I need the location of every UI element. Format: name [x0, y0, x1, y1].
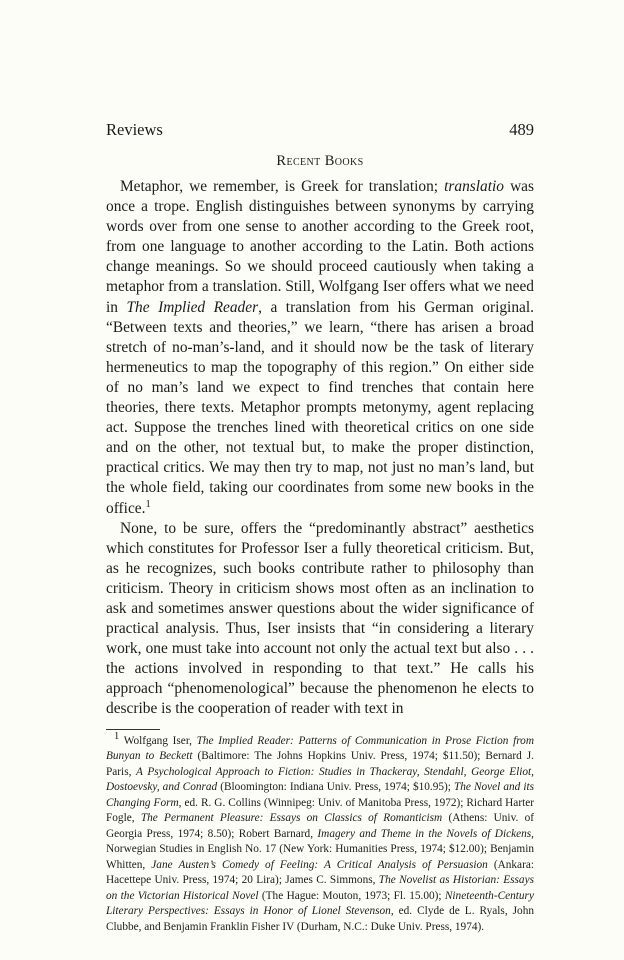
footnote-marker: 1: [114, 730, 120, 742]
running-head: [106, 120, 534, 140]
text-run: was once a trope. English distinguishes between synonyms by carrying words over from one sense to another according to the Greek root, from one language to another according to the Latin. Both actions change meanings. So we should proceed cautiously when taking a metaphor from a translation. Still, Wolfgang Iser offers what we need in: [106, 178, 534, 316]
footnote-rule: [106, 729, 160, 730]
text-run: Metaphor, we remember, is Greek for translation;: [120, 178, 445, 195]
text-run: , ed. Clyde de L. Ryals, John Clubbe, and Benjamin Franklin Fisher IV (Durham, N.C.: Duke Univ. Press, 1974).: [106, 905, 534, 933]
text-run: (Ankara: Hacettepe Univ. Press, 1974; 20 Lira); James C. Simmons,: [106, 858, 534, 887]
italic-title: Imagery and Theme in the Novels of Dickens: [317, 827, 532, 840]
body-text: [106, 177, 534, 720]
section-title: Recent Books: [276, 153, 364, 169]
italic-title: A Psychological Approach to Fiction: Studies in Thackeray, Stendahl, George Eliot, Dostoevsky, and Conrad: [106, 765, 534, 794]
text-run: (Baltimore: The Johns Hopkins Univ. Press, 1974; $11.50); Bernard J. Paris,: [106, 750, 534, 778]
paragraph: [106, 519, 534, 720]
text-run: None, to be sure, offers the “predominantly abstract” aesthetics which constitutes for Professor Iser a fully theoretical criticism. But, as he recognizes, such books contribute rather to philosophy than criticism. Theory in criticism shows most often as an inclination to ask and sometimes answer questions about the wider significance of practical analysis. Thus, Iser insists that “in considering a literary work, one must take into account not only the actual text but also . . . the actions involved in responding to that text.” He calls his approach “phenomenological” because the phenomenon he elects to describe is the cooperation of reader with text in: [106, 519, 534, 718]
journal-page: [106, 120, 534, 935]
page-number: 489: [509, 120, 534, 139]
italic-title: Jane Austen’s Comedy of Feeling: A Critical Analysis of Persuasion: [151, 858, 488, 871]
text-run: (Athens: Univ. of Georgia Press, 1974; 8.50); Robert Barnard,: [106, 812, 534, 840]
text-run: , Norwegian Studies in English No. 17 (New York: Humanities Press, 1974; $12.00); Benjamin Whitten,: [106, 827, 534, 871]
italic-title: The Novelist as Historian: Essays on the Victorian Historical Novel: [106, 874, 534, 902]
paragraph: [106, 177, 534, 519]
text-run: (The Hague: Mouton, 1973; Fl. 15.00);: [258, 889, 445, 902]
running-head-title: Reviews: [106, 120, 163, 139]
italic-title: The Permanent Pleasure: Essays on Classics of Romanticism: [140, 812, 443, 825]
text-run: Wolfgang Iser,: [119, 734, 197, 747]
footnote: [106, 730, 535, 936]
text-run: , a translation from his German original. “Between texts and theories,” we learn, “there has arisen a broad stretch of no-man’s-land, and it should now be the task of literary hermeneutics to map the topography of this region.” On either side of no man’s land we expect to find trenches that contain here theories, there texts. Metaphor prompts metonymy, agent replacing act. Suppose the trenches lined with theoretical critics on one side and on the other, not textual but, to make the proper distinction, practical critics. We may then try to map, not just no man’s land, but the whole field, taking our coordinates from some new books in the office.: [106, 298, 534, 517]
text-run: (Bloomington: Indiana Univ. Press, 1974; $10.95);: [217, 781, 454, 794]
italic-title: translatio: [444, 178, 504, 195]
italic-title: The Novel and its Changing Form: [106, 781, 535, 809]
italic-title: Nineteenth-Century Literary Perspectives: Essays in Honor of Lionel Stevenson: [106, 889, 534, 918]
text-run: , ed. R. G. Collins (Winnipeg: Univ. of Manitoba Press, 1972); Richard Harter Fogle,: [106, 796, 535, 825]
italic-title: The Implied Reader: Patterns of Communication in Prose Fiction from Bunyan to Beckett: [106, 734, 534, 763]
footnote-marker: 1: [145, 498, 151, 510]
italic-title: The Implied Reader: [126, 298, 259, 316]
